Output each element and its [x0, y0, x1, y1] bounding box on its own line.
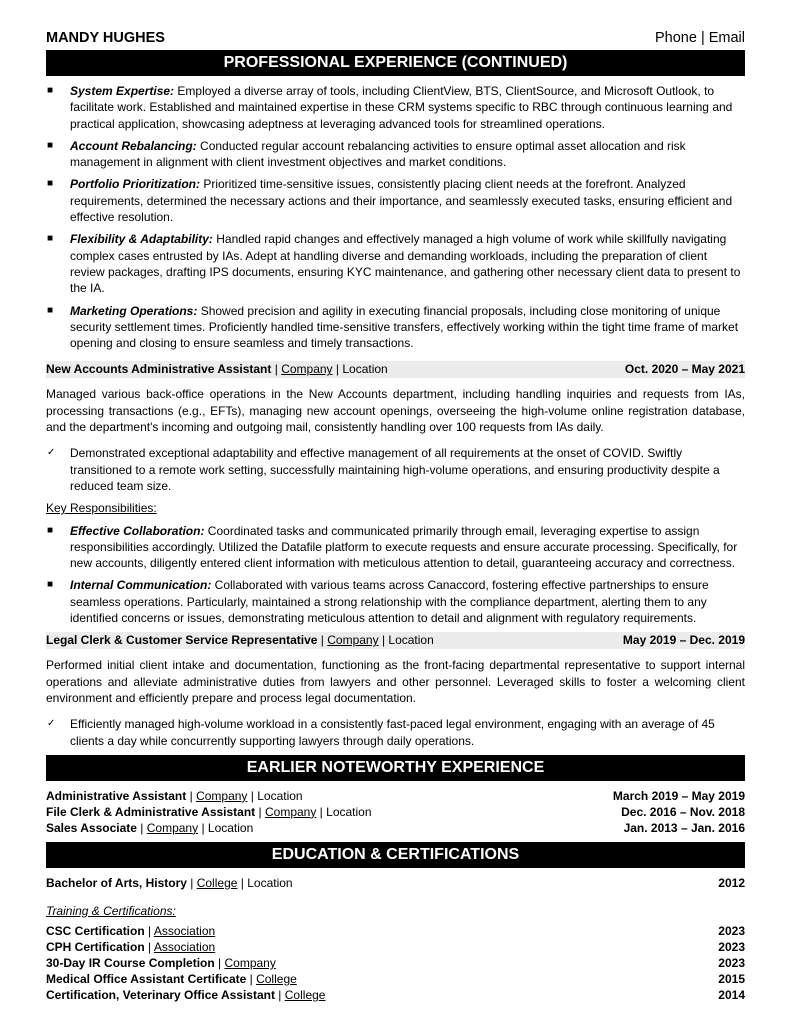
contact-info: Phone | Email: [654, 30, 745, 46]
job-dates: Dec. 2016 – Nov. 2018: [621, 804, 745, 819]
bullet-lead: Account Rebalancing:: [70, 138, 197, 153]
school-location: Location: [247, 875, 293, 890]
certifications-list: [46, 923, 745, 1003]
degree-line: [46, 875, 293, 891]
separator: |: [247, 788, 258, 803]
cert-line: [46, 987, 325, 1003]
cert-year: 2015: [718, 972, 745, 987]
section-professional-experience: PROFESSIONAL EXPERIENCE (CONTINUED): [46, 50, 745, 76]
square-bullet-icon: ■: [47, 85, 54, 96]
job-title: Legal Clerk & Customer Service Representative: [46, 633, 318, 648]
job-summary: Performed initial client intake and documentation, functioning as the front-facing departmental representative to support internal operations and alleviate administrative duties from lawyers and other personnel. Leveraged skills to foster a welcoming client environment and efficiently prepare and process legal documentation.: [46, 658, 745, 705]
list-item: [46, 923, 745, 939]
job-location: Location: [257, 788, 303, 803]
job-title: New Accounts Administrative Assistant: [46, 362, 272, 377]
cert-title: 30-Day IR Course Completion: [46, 956, 215, 971]
separator: |: [378, 633, 389, 648]
job-dates: Jan. 2013 – Jan. 2016: [623, 820, 745, 835]
cert-year: 2023: [718, 956, 745, 971]
degree-row: [46, 875, 745, 891]
job-dates: Oct. 2020 – May 2021: [624, 362, 745, 377]
achievement-list: [46, 445, 745, 494]
job-location: Location: [326, 804, 372, 819]
training-label: Training & Certifications:: [46, 903, 176, 918]
job-location: Location: [388, 633, 434, 648]
square-bullet-icon: ■: [47, 178, 54, 190]
separator: |: [144, 924, 154, 939]
section-earlier-experience: EARLIER NOTEWORTHY EXPERIENCE: [46, 755, 745, 781]
bullet-lead: Marketing Operations:: [70, 303, 198, 318]
list-item: [46, 716, 745, 749]
square-bullet-icon: ■: [47, 579, 54, 591]
achievement-text: Efficiently managed high-volume workload in a consistently fast-paced legal environment, engaging with an average of 45 clients a day while concurrently supporting lawyers through daily operations.: [70, 717, 715, 748]
company-name: Company: [264, 804, 317, 819]
cert-title: CSC Certification: [46, 924, 145, 939]
job-title: Sales Associate: [46, 820, 137, 835]
checkmark-icon: ✓: [47, 447, 56, 459]
separator: |: [317, 633, 328, 648]
job-heading: [46, 361, 745, 378]
job-dates: May 2019 – Dec. 2019: [622, 633, 745, 648]
degree-title: Bachelor of Arts, History: [46, 875, 187, 890]
separator: |: [136, 820, 147, 835]
job-title: Administrative Assistant: [46, 788, 187, 803]
section-education: EDUCATION & CERTIFICATIONS: [46, 842, 745, 868]
square-bullet-icon: ■: [47, 139, 54, 151]
earlier-job-line: [46, 820, 253, 836]
job-heading: [46, 632, 745, 649]
cert-line: [46, 939, 215, 955]
cert-org: College: [284, 988, 326, 1003]
cert-year: 2014: [718, 988, 745, 1003]
cert-org: Association: [153, 924, 216, 939]
list-item: [46, 971, 745, 987]
list-item: [46, 176, 745, 225]
company-name: Company: [327, 633, 379, 648]
bullet-text: Showed precision and agility in executing financial proposals, including close monitoring of unique security settlement times. Proficiently handled time-sensitive transfers, effectively working within the tight time frame of market opening and closing to ensure seamless and timely transactions.: [70, 303, 739, 351]
separator: |: [274, 988, 285, 1003]
list-item: [46, 445, 745, 494]
list-item: [46, 804, 745, 820]
square-bullet-icon: ■: [47, 304, 54, 316]
bullet-text: Prioritized time-sensitive issues, consistently placing client needs at the forefront. Analyzed requirements, determined the necessary actions and their importance, and seamlessly executed tasks, ensuring efficient and effective resolution.: [70, 177, 733, 225]
earlier-experience-list: [46, 788, 745, 836]
cert-title: CPH Certification: [46, 940, 145, 955]
list-item: [46, 955, 745, 971]
separator: |: [332, 362, 343, 377]
job-location: Location: [207, 820, 254, 835]
cert-title: Certification, Veterinary Office Assistant: [46, 988, 275, 1003]
separator: |: [186, 875, 197, 890]
job-location: Location: [342, 362, 388, 377]
key-responsibilities-label: Key Responsibilities:: [46, 501, 157, 516]
company-name: Company: [281, 362, 333, 377]
bullet-text: Employed a diverse array of tools, including ClientView, BTS, ClientSource, and Microsoft Outlook, to facilitate work. Established and maintained expertise in these CRM systems specific to RBC through continuous learning and practical application, showcasing adeptness at leveraging advanced tools for streamlined operations.: [70, 84, 733, 131]
cert-year: 2023: [718, 924, 745, 939]
separator: |: [255, 804, 265, 819]
separator: |: [246, 972, 257, 987]
separator: |: [198, 820, 208, 835]
cert-org: Company: [224, 956, 276, 971]
separator: |: [186, 788, 197, 803]
bullet-text: Coordinated tasks and communicated primarily through email, leveraging expertise to assign responsibilities accordingly. Utilized the Datafile platform to execute requests and ensure accurate processing. Specifically, for new accounts, diligently entered client information with meticulous attention to detail, guaranteeing accuracy and correctness.: [70, 523, 738, 571]
company-name: Company: [146, 820, 199, 835]
degree-year: 2012: [718, 875, 745, 890]
bullet-text: Conducted regular account rebalancing activities to ensure optimal asset allocation and risk management in alignment with client investment objectives and market conditions.: [70, 138, 686, 170]
separator: |: [144, 940, 154, 955]
separator: |: [316, 804, 327, 819]
job-summary: Managed various back-office operations in the New Accounts department, including handling inquiries and requests from IAs, processing transactions (e.g., EFTs), managing new account openings, overseeing the high-volume online registration database, and the department's incoming and outgoing mail, consistently handling over 100 requests from IAs daily.: [46, 387, 745, 435]
list-item: [46, 523, 745, 572]
list-item: [46, 303, 745, 352]
cert-line: [46, 971, 297, 987]
list-item: [46, 820, 745, 836]
company-name: Company: [196, 788, 248, 803]
bullet-lead: Flexibility & Adaptability:: [70, 232, 213, 247]
cert-line: [46, 923, 215, 939]
resume-header: [46, 30, 745, 50]
list-item: [46, 788, 745, 804]
separator: |: [237, 875, 248, 890]
job-dates: March 2019 – May 2019: [612, 788, 745, 803]
candidate-name: MANDY HUGHES: [46, 30, 165, 46]
earlier-job-line: [46, 804, 372, 820]
responsibilities-list: [46, 523, 745, 627]
cert-year: 2023: [718, 940, 745, 955]
list-item: [46, 138, 745, 171]
achievement-text: Demonstrated exceptional adaptability and effective management of all requirements at the onset of COVID. Swiftly transitioned to a remote work setting, successfully maintaining high-volume operations, and ensuring productivity despite a reduced team size.: [70, 446, 720, 493]
bullet-lead: System Expertise:: [70, 84, 175, 98]
bullet-lead: Effective Collaboration:: [70, 523, 205, 538]
earlier-job-line: [46, 788, 303, 804]
skills-bullet-list: [46, 83, 745, 351]
bullet-text: Collaborated with various teams across Canaccord, fostering effective partnerships to ensure seamless operations. Particularly, maintained a strong relationship with the compliance department, alerting them to any identified concerns or issues, demonstrating meticulous attention to detail and alignment with regulatory requirements.: [70, 578, 709, 626]
job-title: File Clerk & Administrative Assistant: [46, 804, 256, 819]
list-item: [46, 577, 745, 626]
job-title-line: [46, 632, 434, 649]
square-bullet-icon: ■: [47, 524, 54, 536]
square-bullet-icon: ■: [47, 233, 54, 245]
cert-org: Association: [153, 940, 216, 955]
cert-org: College: [256, 972, 297, 987]
separator: |: [214, 956, 225, 971]
checkmark-icon: ✓: [47, 718, 56, 730]
list-item: [46, 939, 745, 955]
achievement-list: [46, 716, 745, 749]
bullet-text: Handled rapid changes and effectively managed a high volume of work while skillfully navigating complex cases entrusted by IAs. Adept at handling diverse and demanding workloads, including the preparation of client review packages, drafting IPS documents, ensuring KYC maintenance, and gathering other necessary client data to present to the IA.: [70, 232, 741, 296]
job-title-line: [46, 361, 388, 378]
separator: |: [271, 362, 282, 377]
list-item: [46, 231, 745, 296]
list-item: [46, 83, 745, 132]
cert-title: Medical Office Assistant Certificate: [46, 972, 247, 987]
list-item: [46, 987, 745, 1003]
bullet-lead: Portfolio Prioritization:: [70, 177, 200, 192]
cert-line: [46, 955, 276, 971]
school-name: College: [196, 875, 238, 890]
bullet-lead: Internal Communication:: [70, 578, 212, 593]
